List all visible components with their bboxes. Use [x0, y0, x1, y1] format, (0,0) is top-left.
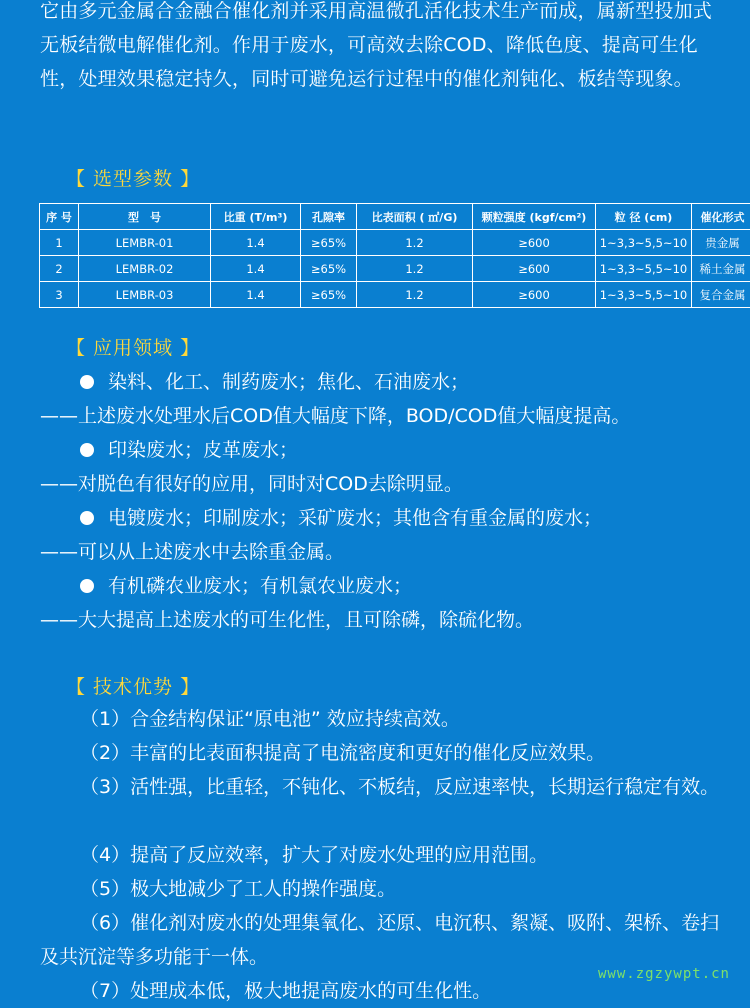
table-cell: LEMBR-02: [79, 256, 211, 282]
table-cell: 1.4: [211, 282, 301, 308]
table-cell: 3: [40, 282, 79, 308]
advantage-item: （3）活性强，比重轻，不钝化、不板结，反应速率快，长期运行稳定有效。: [40, 770, 720, 804]
table-cell: 1.4: [211, 256, 301, 282]
table-cell: 1~3,3~5,5~10: [596, 256, 692, 282]
advantages-section-title: 【 技术优势 】: [66, 672, 200, 699]
bullet-icon: [80, 511, 94, 525]
header-cell: 型 号: [79, 204, 211, 230]
header-cell: 比表面积 ( ㎡/G): [357, 204, 473, 230]
table-cell: 1.4: [211, 230, 301, 256]
application-effect-text: ——大大提高上述废水的可生化性，且可除磷，除硫化物。: [40, 605, 534, 632]
watermark: www.zgzywpt.cn: [598, 966, 730, 982]
advantage-item: （2）丰富的比表面积提高了电流密度和更好的催化反应效果。: [40, 736, 720, 770]
application-field-item: [80, 435, 298, 462]
header-cell: 序 号: [40, 204, 79, 230]
table-cell: 贵金属: [692, 230, 750, 256]
table-cell: 1.2: [357, 282, 473, 308]
table-cell: 2: [40, 256, 79, 282]
table-cell: ≥600: [473, 256, 596, 282]
application-field-item: [80, 571, 412, 598]
application-effect-text: ——可以从上述废水中去除重金属。: [40, 537, 344, 564]
table-cell: ≥600: [473, 282, 596, 308]
spec-section-title: 【 选型参数 】: [66, 164, 200, 191]
application-section-title: 【 应用领域 】: [66, 333, 200, 360]
spec-table: [39, 203, 750, 308]
bullet-icon: [80, 375, 94, 389]
application-field-item: [80, 367, 469, 394]
application-field-text: 染料、化工、制药废水；焦化、石油废水；: [108, 371, 469, 393]
header-cell: 孔隙率: [301, 204, 357, 230]
table-cell: LEMBR-03: [79, 282, 211, 308]
table-header-row: [40, 204, 750, 230]
table-cell: 1: [40, 230, 79, 256]
table-cell: 1~3,3~5,5~10: [596, 282, 692, 308]
table-cell: 复合金属: [692, 282, 750, 308]
table-cell: LEMBR-01: [79, 230, 211, 256]
bullet-icon: [80, 579, 94, 593]
table-row: [40, 282, 750, 308]
table-cell: ≥600: [473, 230, 596, 256]
advantage-item: （7）处理成本低，极大地提高废水的可生化性。: [40, 974, 720, 1008]
table-cell: ≥65%: [301, 230, 357, 256]
header-cell: 颗粒强度 (kgf/cm²): [473, 204, 596, 230]
application-field-text: 电镀废水；印刷废水；采矿废水；其他含有重金属的废水；: [108, 507, 602, 529]
application-field-item: [80, 503, 602, 530]
header-cell: 催化形式: [692, 204, 750, 230]
application-effect-text: ——上述废水处理水后COD值大幅度下降，BOD/COD值大幅度提高。: [40, 401, 630, 428]
table-cell: 1.2: [357, 256, 473, 282]
application-effect-text: ——对脱色有很好的应用，同时对COD去除明显。: [40, 469, 463, 496]
table-row: [40, 256, 750, 282]
table-cell: 1.2: [357, 230, 473, 256]
advantage-item: （6）催化剂对废水的处理集氧化、还原、电沉积、絮凝、吸附、架桥、卷扫及共沉淀等多功能于一体。: [40, 906, 720, 974]
bullet-icon: [80, 443, 94, 457]
intro-paragraph: 它由多元金属合金融合催化剂并采用高温微孔活化技术生产而成，属新型投加式无板结微电解催化剂。作用于废水，可高效去除COD、降低色度、提高可生化性，处理效果稳定持久，同时可避免运行过程中的催化剂钝化、板结等现象。: [40, 0, 730, 96]
advantage-item: （1）合金结构保证“原电池” 效应持续高效。: [40, 702, 720, 736]
header-cell: 粒 径 (cm): [596, 204, 692, 230]
advantage-item: （4）提高了反应效率，扩大了对废水处理的应用范围。: [40, 838, 720, 872]
header-cell: 比重 (T/m³): [211, 204, 301, 230]
advantage-item: （5）极大地减少了工人的操作强度。: [40, 872, 720, 906]
table-cell: 1~3,3~5,5~10: [596, 230, 692, 256]
table-row: [40, 230, 750, 256]
table-cell: 稀土金属: [692, 256, 750, 282]
table-cell: ≥65%: [301, 256, 357, 282]
application-field-text: 印染废水；皮革废水；: [108, 439, 298, 461]
application-field-text: 有机磷农业废水；有机氯农业废水；: [108, 575, 412, 597]
table-cell: ≥65%: [301, 282, 357, 308]
